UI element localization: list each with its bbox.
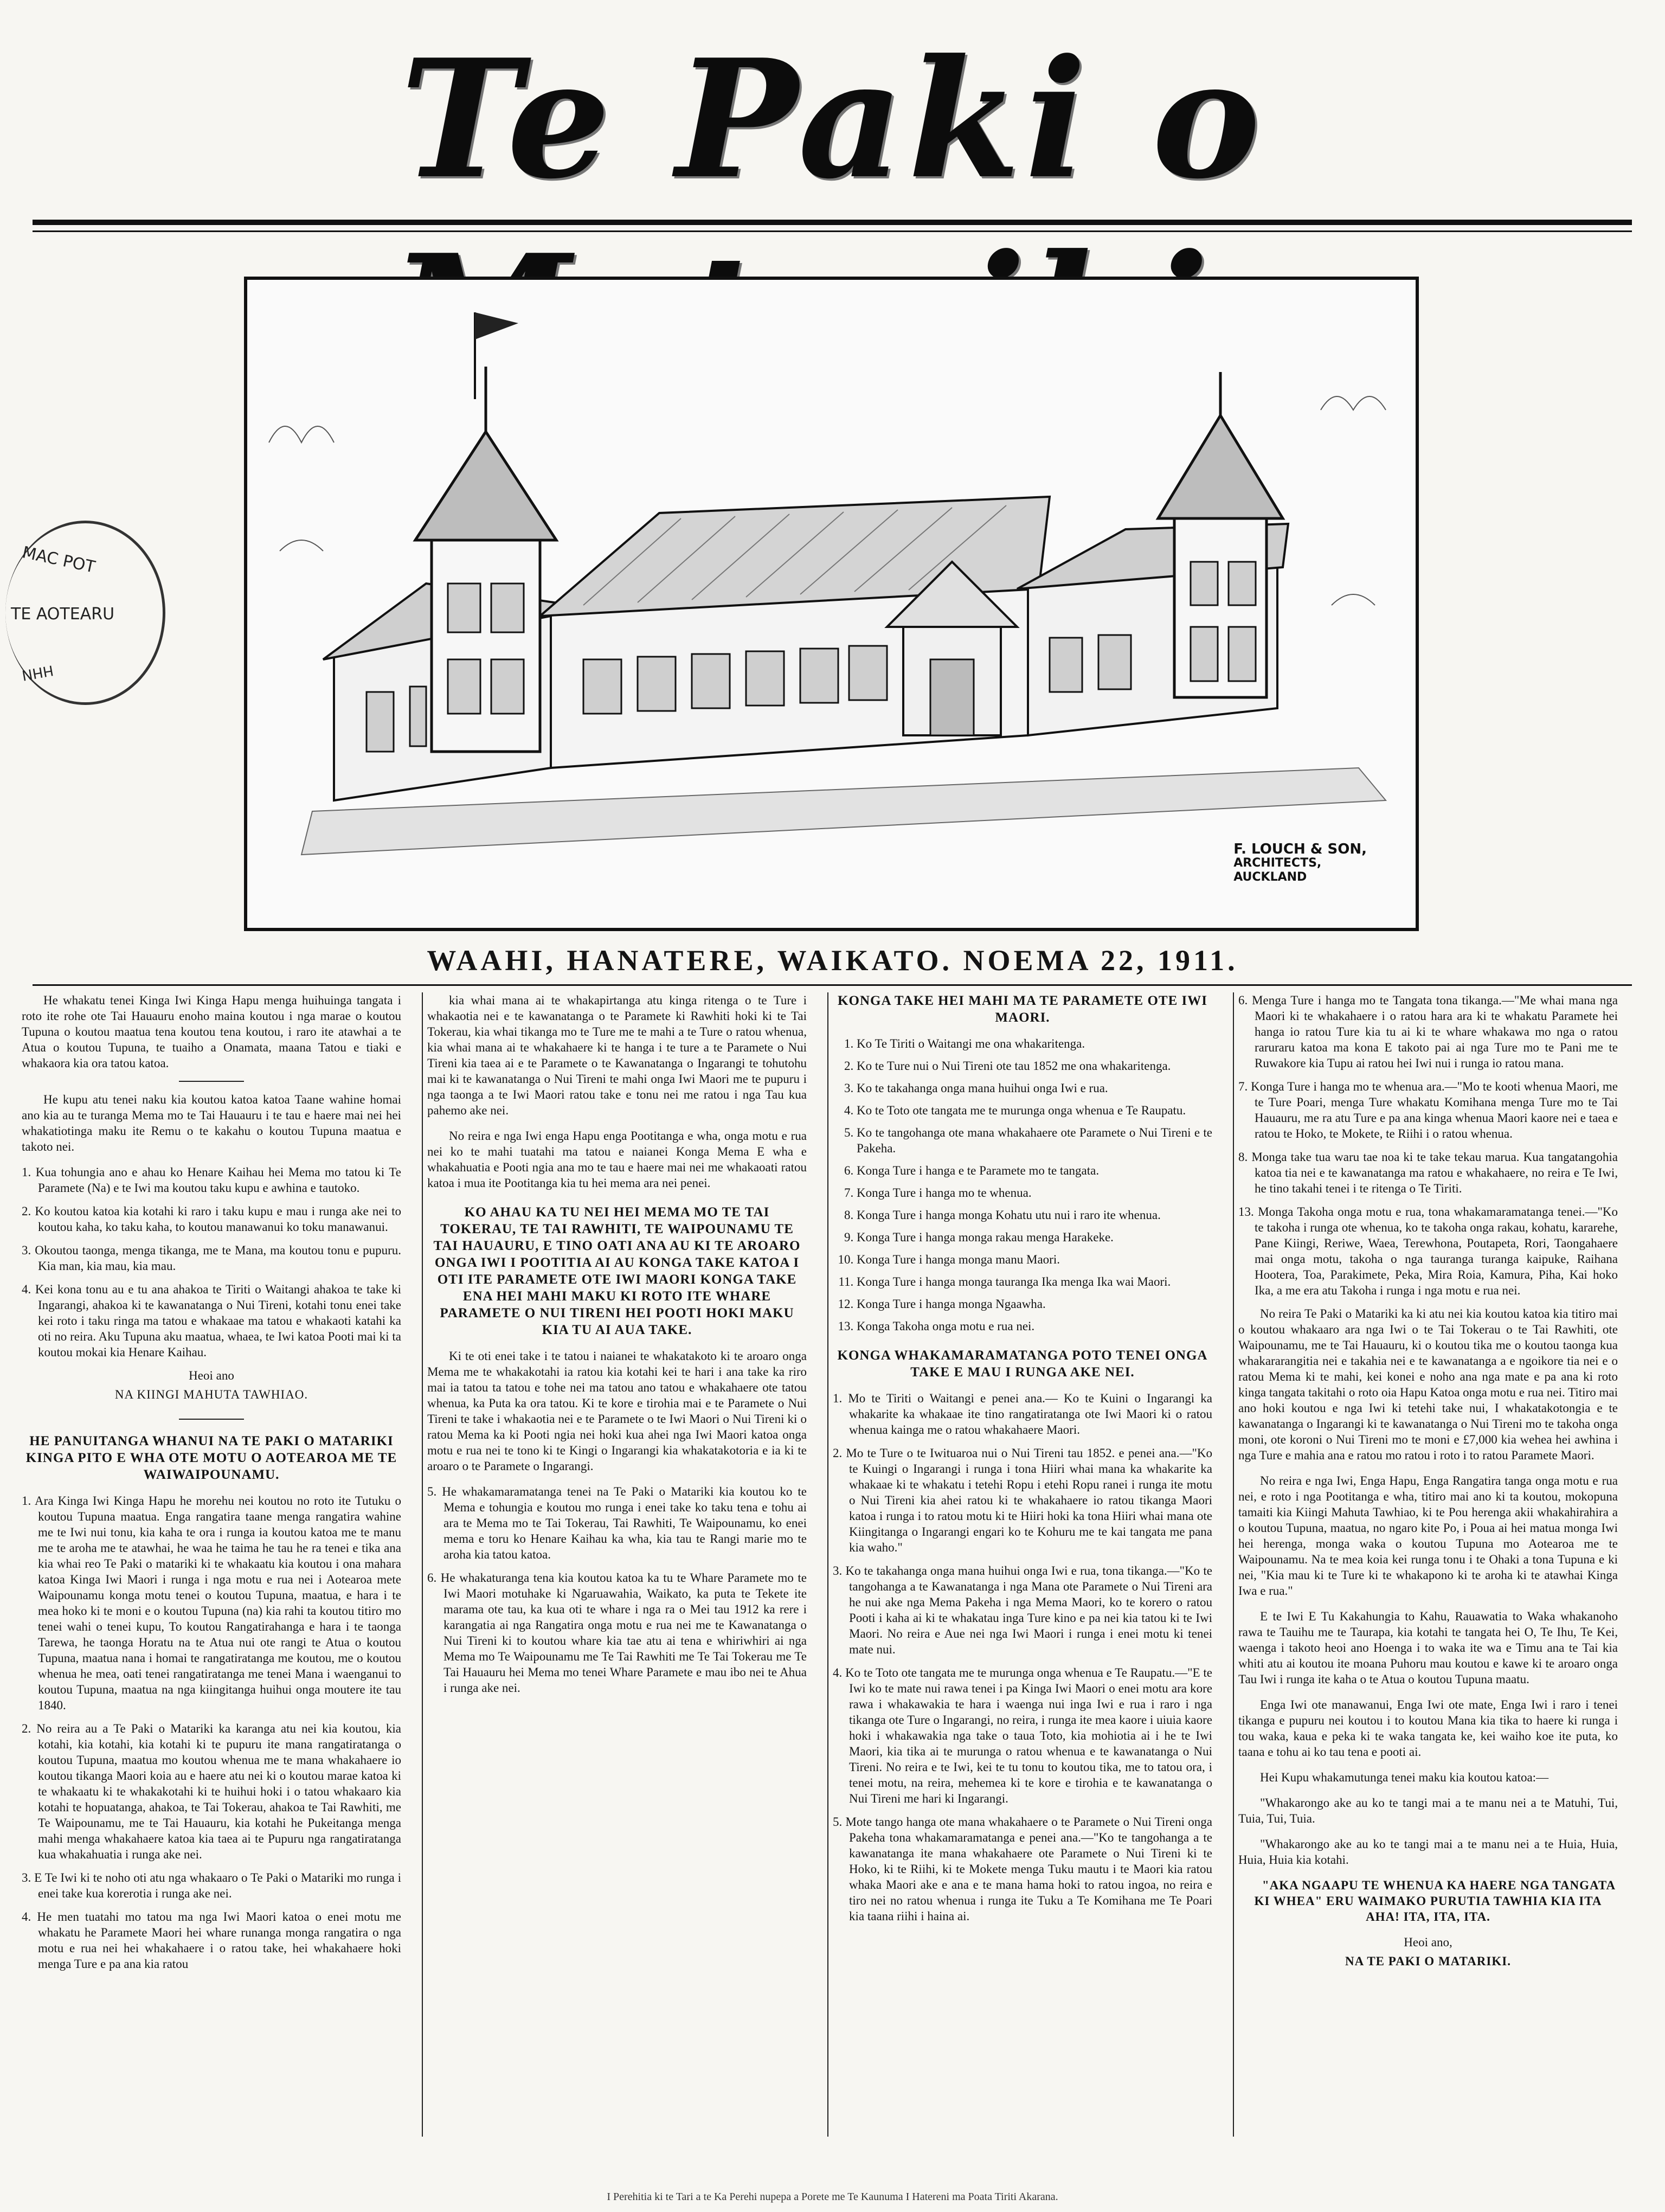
paragraph: E te Iwi E Tu Kakahungia to Kahu, Rauawatia to Waka whakanoho rawa te Tauihu me te Taurapa, kia kotahi te tangata hei O, Te Ihu, Te Kei, waenga i takoto heoi ano Hoenga i to waka ite wa e Timu ana te Tai kia whiti atu ai koutou ite moana Puhoru mau koutou e kawe ki te aroaro onga Tau Iwi i runga ite kaha o te Atua o koutou Tupuna maatu. <box>1238 1610 1618 1686</box>
list-item: 8. Konga Ture i hanga monga Kohatu utu nui i raro ite whenua. <box>857 1207 1212 1223</box>
closing-proverb: "AKA NGAAPU TE WHENUA KA HAERE NGA TANGATA KI WHEA" ERU WAIMAKO PURUTIA TAWHIA KIA ITA AHA! ITA, ITA, ITA. <box>1254 1878 1616 1924</box>
list-item: 4. Ko te Toto ote tangata me te murunga onga whenua e Te Raupatu.—"E te Iwi ko te mate nui rawa tenei i pa Kinga Iwi Maori o enei motu ara kore rawa i whakawakia te hara i waenga nui inga Iwi e rua i raro i nga tikanga ote Ture o Ingarangi, no reira, i runga ite mea kaore i uiuia kaore hoki i whakawakia nga take o taua Toto, kia mohiotia ai i he te Iwi Maori, kia tika ai te murunga o ratou whenua e te kawanatanga o Nui Tireni. No reira e te Iwi, kei te tu tonu to koutou tika, me to tatou ora, i tenei motu, na reira, mehemea ki te kore e tirohia e te kawanatanga o Nui Tireni me hari ki Ingarangi. <box>833 1666 1212 1805</box>
list-item: 12. Konga Ture i hanga monga Ngaawha. <box>857 1296 1212 1312</box>
paragraph: Ki te oti enei take i te tatou i naianei te whakatakoto ki te aroaro onga Mema me te whakakotahi ia ratou kia kotahi kei te hari i ana take ka riro mai ia tatou ta tatou e tohe nei ma tatou ano tatou e whakahaere ote tatou whenua, ka Puta ka ora tatou. Ki te kore e tirohia mai e te Paramete o Nui Tireni te take i whakaotia nei e te Paramete o te Iwi Maori o Nui Tireni ki o ratou Mema ka ki Pooti ngia nei hoki kua ahei nga Iwi Maori katoa onga motu e rua nei te tono ki te Kingi o Ingarangi kia whakatakotoria e ia ki te aroaro o te Paramete o Ingarangi. <box>427 1349 807 1473</box>
article-columns <box>22 992 1643 2147</box>
list-item: 5. Ko te tangohanga ote mana whakahaere ote Paramete o Nui Tireni e te Pakeha. <box>857 1125 1212 1156</box>
take-list <box>833 1036 1212 1334</box>
list-item: 8. Monga take tua waru tae noa ki te take tekau marua. Kua tangatangohia katoa tia nei e te kawanatanga ma ratou e whakahaere, no reira e Te Iwi, he tino takahi tenei i te ritenga o Te Tiriti. <box>1238 1150 1618 1195</box>
list-item: 9. Konga Ture i hanga monga rakau menga Harakeke. <box>857 1229 1212 1245</box>
architect-role: ARCHITECTS, <box>1233 856 1322 870</box>
list-item: 5. He whakamaramatanga tenei na Te Paki o Matariki kia koutou ko te Mema e tohungia e koutou mo runga i enei take ko taku tena e tohu ai ara te Mema mo te Tai Tokerau, Tai Rawhiti, Te Waipounamu, ko enei mema e toru ko Henare Kaihau ka wha, kia tau te Rangi marie mo te aroha kia tatou katoa. <box>427 1485 807 1561</box>
signoff: Heoi ano <box>189 1369 234 1382</box>
list-item: 3. E Te Iwi ki te noho oti atu nga whakaaro o Te Paki o Matariki mo runga i enei take kua korerotia i runga ake nei. <box>22 1871 401 1900</box>
section-heading: KONGA WHAKAMARAMATANGA POTO TENEI ONGA TAKE E MAU I RUNGA AKE NEI. <box>837 1348 1208 1380</box>
paragraph: He whakatu tenei Kinga Iwi Kinga Hapu menga huihuinga tangata i roto ite rohe ote Tai Hauauru enoho maina koutou i nga marae o koutou Tupuna o koutou maatua tena koutou tena koutou, i raro ite atawhai a te Atua o koutou Tupuna, te tuaiho a Onamata, maana Tatou e tiaki e whakaora kia ora tatou katoa. <box>22 993 401 1070</box>
list-item: 3. Ko te takahanga onga mana huihui onga Iwi e rua, tona tikanga.—"Ko te tangohanga a te Kawanatanga i nga Mana ote Paramete o Nui Tireni ara he nui ake nga Mema Pakeha i nga Mema Maori, ko te korero o ratou Pooti i kaha ai ki te whakatau inga Ture kino e pa nei kia tatou ki te Iwi Maori. No reira e Aue nei nga Iwi Maori i runga i enei motu ki tenei mate nui. <box>833 1564 1212 1656</box>
column-1 <box>22 992 401 2147</box>
list-item: 2. No reira au a Te Paki o Matariki ka karanga atu nei kia koutou, kia kotahi, kia kotahi, kia kotahi ki te pupuru ite mana rangatiratanga o koutou Tupuna, maatua mo koutou whenua me te mana whakahaere io koutou tikanga Maori koia au e haere atu nei ki o koutou marae katoa ki te whakaatu ki te whakakotahi ki te huihui hoki i o tatou whakaaro kia kotahi te hopuatanga, ahakoa, te Tai Tokerau, ahakoa te Tai Rawhiti, me Te Waipounamu, me te Tai Hauauru, kia kotahi he Pukeitanga menga mahi menga whakahaere katoa kia taea ai te Pupuru nga rangatiratanga kua whakahuatia i runga ake nei. <box>22 1722 401 1861</box>
divider <box>179 1081 244 1082</box>
list-item: 7. Konga Ture i hanga mo te whenua. <box>857 1185 1212 1201</box>
masthead-title: Te Paki o <box>400 23 1265 215</box>
masthead <box>0 22 1665 217</box>
list-item: 11. Konga Ture i hanga monga tauranga Ika menga Ika wai Maori. <box>857 1274 1212 1290</box>
signoff: Heoi ano, <box>1404 1935 1452 1949</box>
list-item: 6. Konga Ture i hanga e te Paramete mo te tangata. <box>857 1163 1212 1178</box>
paragraph: Enga Iwi ote manawanui, Enga Iwi ote mate, Enga Iwi i raro i tenei tikanga e pupuru nei koutou i to koutou Mana kia tika to haere ki runga i tou waka, kaua e peka ki te waka tangata ke, kei waiho koe ite puta, ko taana e tohu ai ko tau tena e pooti ai. <box>1238 1698 1618 1759</box>
architect-credit <box>1233 842 1367 884</box>
list-item: 3. Okoutou taonga, menga tikanga, me te Mana, ma koutou tonu e pupuru. Kia man, kia mau, kia mau. <box>22 1243 401 1273</box>
list-item: 4. He men tuatahi mo tatou ma nga Iwi Maori katoa o enei motu me whakatu he Paramete Maori hei whare runanga monga rangatira o nga motu e rua nei hei whakahaere i o ratou take, hei whakahaere hoki menga Ture e pa ana kia ratou <box>22 1910 401 1971</box>
dateline-rule <box>33 984 1632 986</box>
quote: "Whakarongo ake au ko te tangi mai a te manu nei a te Matuhi, Tui, Tuia, Tui, Tuia. <box>1238 1796 1618 1825</box>
list-item: 2. Ko koutou katoa kia kotahi ki raro i taku kupu e mau i runga ake nei to koutou kaha, ko taku kaha, to koutou manawanui ko toku manawanui. <box>22 1204 401 1234</box>
paragraph: Hei Kupu whakamutunga tenei maku kia koutou katoa:— <box>1260 1771 1549 1784</box>
list-item: 7. Konga Ture i hanga mo te whenua ara.—"Mo te kooti whenua Maori, me te Ture Poari, menga Ture whakatu Komihana menga Ture mo te Tai Hauauru, me ra atu Ture e pa ana kinga whenua Maori kaore nei e taea e ratou te Hoko, te Mokete, te Riihi i o ratou whenua. <box>1238 1080 1618 1140</box>
list-item: 10. Konga Ture i hanga monga manu Maori. <box>857 1252 1212 1267</box>
section-heading: KO AHAU KA TU NEI HEI MEMA MO TE TAI TOKERAU, TE TAI RAWHITI, TE WAIPOUNAMU TE TAI HAUAURU, E TINO OATI ANA AU KI TE AROARO ONGA IWI I POOTITIA AI AU KONGA TAKE KATOA I OTI ITE PARAMETE OTE IWI MAORI KONGA TAKE ENA HEI MAHI MAKU KI ROTO ITE WHARE PARAMETE O NUI TIRENI HEI POOTI HOKI MAKU KIA TU AI AUA TAKE. <box>433 1205 801 1337</box>
paragraph: No reira e nga Iwi, Enga Hapu, Enga Rangatira tanga onga motu e rua nei, e roto i nga Pootitanga e wha, titiro mai ano ki ta koutou, mokopuna tamaiti kia Kiingi Mahuta Tawhiao, ki te Pou herenga akii whakahirahira a o koutou Tupuna, maatua, no ngaro kite Po, i Poua ai hei matua monga Iwi hei herenga, monga waka o koutou Tupuna mo Aotearoa me te Waipounamu. Na te mea koia kei runga tonu i te Ohaki a tona Tupuna e ki nei, "Kia mau ki te Ture ki te whakapono ki te aroha ki te atawhai Kinga Iwa e rua." <box>1238 1474 1618 1598</box>
list-item: 1. Ara Kinga Iwi Kinga Hapu he morehu nei koutou no roto ite Tutuku o koutou Tupuna maatua. Enga rangatira taane menga rangatira wahine me te Iwi nui tonu, kia kaha te ora i runga ia koutou katoa me te manu me te aroha me te atawhai, he waa he taima he tau he ra tenei e tika ana kia whai reo Te Paki o matariki ki te whakaatu kia koutou i ona mahara katoa Kinga Iwi Maori i runga i nga motu e rua nei i Aotearoa mete Waipounamu konga motu tenei o koutou Tupuna, maatua, e hara i te mea hoko ki te moni e o koutou Tupuna (na) kia rahi ta koutou titiro mo tenei wahi o tenei kupu, To koutou Rangatirahanga e hara i te taonga Tarewa, he taonga Horatu na te Atua nui ote rangi te Atua o koutou Tupuna, maatua nana i homai te rangatiratanga me koutou, me o koutou whenua he mea, oati tenei rangatiratanga me tenei Mana i waenganui to koutou Tupuna, maatua na nga kiingitanga huihui onga moutere ite tau 1840. <box>22 1494 401 1712</box>
list-item: 2. Mo te Ture o te Iwituaroa nui o Nui Tireni tau 1852. e penei ana.—"Ko te Kuingi o Ingarangi i runga i tona Hiiri whai mana ka whakarite ka whakaae ki te whakatu i tetehi Ropu i etehi Ropu ranei i runga ite motu o Nui Tireni kia ahei ratou ki te whakahaere io ratou tikanga Maori katoa i runga i to ratou motu ki te Hiiri hoki ka tona Hiiri whai mana ote Kiingitanga o Ingarangi engari ko te Kohuru me te kai tangata me pana kia waho." <box>833 1446 1212 1554</box>
architect-name: F. LOUCH & SON, <box>1233 841 1367 857</box>
printer-imprint: I Perehitia ki te Tari a te Ka Perehi nupepa a Porete me Te Kaunuma I Hatereni ma Poata Tiriti Akarana. <box>607 2191 1058 2203</box>
building-illustration <box>244 277 1419 931</box>
stamp-line-3: HHN <box>20 662 55 683</box>
column-4 <box>1238 992 1618 2147</box>
list-item: 2. Ko te Ture nui o Nui Tireni ote tau 1852 me ona whakaritenga. <box>857 1058 1212 1074</box>
architect-city: AUCKLAND <box>1233 870 1307 884</box>
column-2 <box>427 992 807 2147</box>
library-stamp <box>5 521 165 705</box>
section-heading: KONGA TAKE HEI MAHI MA TE PARAMETE OTE IWI MAORI. <box>838 993 1207 1025</box>
signoff-name: NA KIINGI MAHUTA TAWHIAO. <box>114 1388 308 1401</box>
paragraph: He kupu atu tenei naku kia koutou katoa katoa Taane wahine homai ano kia au te turanga Mema mo te Tai Hauauru i te tau e haere mai nei hei whakatiotinga maku ite Remu o te kakahu o koutou Tupuna maatua e takoto nei. <box>22 1093 401 1153</box>
stamp-line-1: MAC POT <box>20 543 97 577</box>
section-heading: HE PANUITANGA WHANUI NA TE PAKI O MATARIKI KINGA PITO E WHA OTE MOTU O AOTEAROA ME TE WAIWAIPOUNAMU. <box>25 1434 397 1482</box>
list-item: 13. Monga Takoha onga motu e rua, tona whakamaramatanga tenei.—"Ko te takoha i runga ote whenua, ko te takoha onga rakau, kohatu, kararehe, Pane Kiingi, Reriwe, Waea, Terewhona, Poutapeta, Rori, Taongahaere mai onga motu, takoha o nga tauranga turanga kaipuke, Raihana Hootera, Toa, Parakimete, Peka, Mira Roia, Kamura, Piha, Kai hoko Ika, a me era atu Takoha i runga i nga motu e rua nei. <box>1238 1205 1618 1297</box>
list-item: 4. Ko te Toto ote tangata me te murunga onga whenua e Te Raupatu. <box>857 1102 1212 1118</box>
masthead-rule-thick <box>33 220 1632 225</box>
paragraph: No reira Te Paki o Matariki ka ki atu nei kia koutou katoa kia titiro mai o koutou whakaaro ara nga Iwi o te Tai Tokerau o te Tai Rawhiti, ote Waipounamu, me te Tai Hauauru, ki o koutou tika me o koutou taonga kua whakararangitia nei e takahia nei e te kawanatanga a e ngoikore tia nei e o ratou Mema ki te mahi, kei konei e noho ana nga mate e pa ana ki roto kinga tangata takitahi o roto oia Hapu Katoa onga motu e rua nei. Titiro mai ano hoki koutou e nga Iwi ki tetehi take nui, I whakatakotongia e te kawanatanga o Ingarangi ki te kawanatanga o Nui Tireni mo te takoha onga moni, ote koroni o Nui Tireni mo te moni e £7,000 kia wehea hei awhina i nga Ture e mahia ana e ratou mo ratou i roto i to ratou Paramete Maori. <box>1238 1307 1618 1462</box>
list-item: 1. Ko Te Tiriti o Waitangi me ona whakaritenga. <box>857 1036 1212 1051</box>
list-item: 6. He whakaturanga tena kia koutou katoa ka tu te Whare Paramete mo te Iwi Maori motuhake ki Ngaruawahia, Waikato, ka puta te Tekete ite marama ote tau, ka kua oti te whare i nga ra o Mei tau 1912 ka rere i karangatia ai nga Rangatira onga motu e rua nei me te Kawanatanga o Nui Tireni ki to koutou whare kia tae atu ai tena e whiriwhiri ai nga Mema mo Te Waipounamu me Te Tai Rawhiti me Te Tai Tokerau me Te Tai Hauauru hei Mema mo tenei Whare Paramete e mau ibo nei te Ahua i runga ake nei. <box>427 1571 807 1695</box>
dateline: WAAHI, HANATERE, WAIKATO. NOEMA 22, 1911. <box>427 944 1238 977</box>
column-3 <box>833 992 1212 2147</box>
paragraph: kia whai mana ai te whakapirtanga atu kinga ritenga o te Ture i whakaotia nei e te kawanatanga o te Paramete ki Rawhiti hoki ki te Tai Tokerau, kia whai tikanga mo te Ture me te mahi a te Ture o ratou whenua, kia whai mana ai te whakahaere ki te hanga i te ture a te Paramete o Nui Tireni kia taea ai e te Paramete o te Kawanatanga o Ingarangi te tohutohu mai ki te kawanatanga o Nui Tireni te mahi onga Iwi Maori me te pupuru i nga taonga a te Iwi Maori ratou take e tonu nei me ratou i nga Tau kua pahemo ake nei. <box>427 993 807 1117</box>
paragraph: No reira e nga Iwi enga Hapu enga Pootitanga e wha, onga motu e rua nei ko te mahi tuatahi ma tatou e naianei Konga Mema E wha e whakahuatia e Pooti ngia ana mo te tau e haere mai nei me whakaoati ratou katoa i mua ite Pootitanga kia tu hei mema ara nei penei. <box>427 1129 807 1190</box>
signoff-name: NA TE PAKI O MATARIKI. <box>1345 1954 1511 1968</box>
list-item: 3. Ko te takahanga onga mana huihui onga Iwi e rua. <box>857 1080 1212 1096</box>
quote: "Whakarongo ake au ko te tangi mai a te manu nei a te Huia, Huia, Huia, Huia kia kotahi. <box>1238 1837 1618 1867</box>
list-item: 1. Mo te Tiriti o Waitangi e penei ana.— Ko te Kuini o Ingarangi ka whakarite ka whakaae ite tino rangatiratanga ote Iwi Maori ki o ratou whenua kainga me o ratou whakahaere Maori. <box>833 1392 1212 1437</box>
list-item: 5. Mote tango hanga ote mana whakahaere o te Paramete o Nui Tireni onga Pakeha tona whakamaramatanga e penei ana.—"Ko te tangohanga a te kawanatanga ite mana whakahaere ote Paramete o Nui Tireni ki te Hoko, ki te Riihi, ki te Mokete menga Tuku mautu i te Maori kia ratou whaka Maori ake e ana e te mana hama hoki to ratou ingoa, no reira e tiro nei no ratou whenua i runga ite Tuku a Te Komihana me Te Poari kia taana riihi i haina ai. <box>833 1815 1212 1923</box>
masthead-rule-thin <box>33 230 1632 232</box>
list-item: 13. Konga Takoha onga motu e rua nei. <box>857 1318 1212 1334</box>
building-drawing <box>247 280 1416 928</box>
divider <box>179 1419 244 1420</box>
stamp-line-2: TE AOTEARU <box>11 605 115 624</box>
list-item: 6. Menga Ture i hanga mo te Tangata tona tikanga.—"Me whai mana nga Maori ki te whakahaere i o ratou hara ara ki te whakatu Paramete hei hanga io ratou Ture kia tu ai ki te whare whakawa mo nga o ratou raruraru katoa ma kona E takoto pai ai nga Ture mo te Pani me te Ruwakore kia Tupu ai ratou hei Iwi nui i runga io ratou mana. <box>1238 993 1618 1070</box>
list-item: 4. Kei kona tonu au e tu ana ahakoa te Tiriti o Waitangi ahakoa te take ki Ingarangi, ahakoa ki te kawanatanga o Nui Tireni, kotahi tonu enei take kei roto i taku ringa ma tatou e whakaae ma tatou e whakaoti katahi ka oti no reira. Aku Tupuna aku maatua, whaea, te Iwi katoa Pooti mai ki ta koutou mokai kia Henare Kaihau. <box>22 1283 401 1359</box>
list-item: 1. Kua tohungia ano e ahau ko Henare Kaihau hei Mema mo tatou ki Te Paramete (Na) e te Iwi ma koutou taku kupu e awhina e tautoko. <box>22 1165 401 1195</box>
